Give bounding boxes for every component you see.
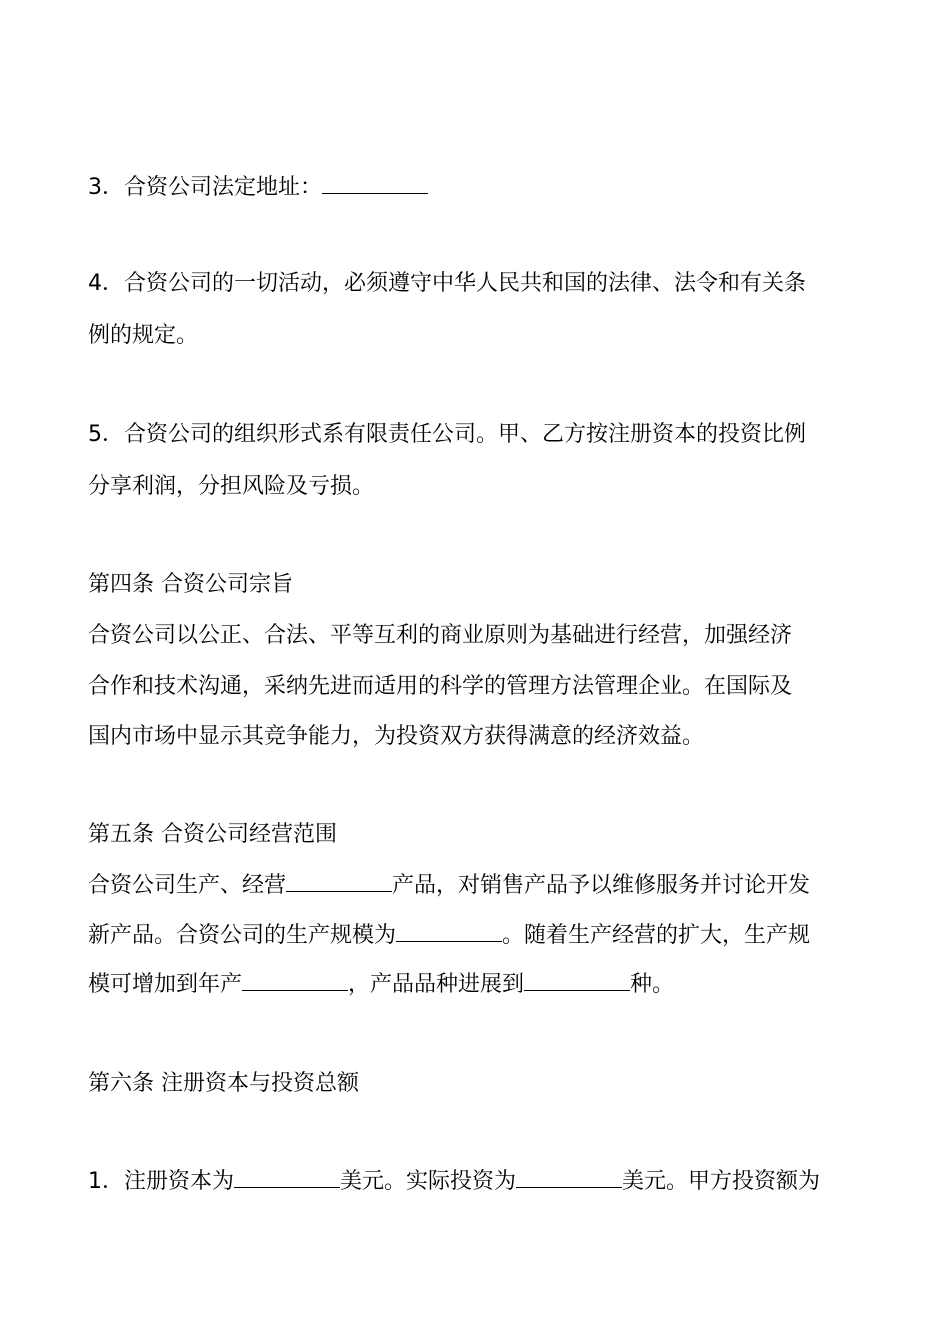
article-5-line-1-a: 合资公司生产、经营 [88,873,287,898]
item-5-line-2: 分享利润，分担风险及亏损。 [88,474,375,499]
article-6-item-1-a: 1．注册资本为 [88,1169,234,1194]
article-5-line-3 [88,970,878,998]
article-6-item-1 [88,1167,878,1195]
product-blank [286,871,392,892]
registered-capital-blank [234,1167,340,1188]
article-4-heading: 第四条 合资公司宗旨 [88,572,293,597]
article-5-line-3-c: 种。 [630,972,675,997]
actual-investment-blank [516,1167,622,1188]
item-4-line-2: 例的规定。 [88,323,199,348]
item-4-line-1: 4．合资公司的一切活动，必须遵守中华人民共和国的法律、法令和有关条 [88,271,806,296]
scale-blank [396,921,502,942]
product-variety-blank [524,970,630,991]
article-5-line-2 [88,921,878,949]
article-5-line-2-a: 新产品。合资公司的生产规模为 [88,923,397,948]
article-5-line-3-a: 模可增加到年产 [88,972,243,997]
address-blank [322,173,428,194]
article-4-line-3: 国内市场中显示其竞争能力，为投资双方获得满意的经济效益。 [88,724,705,749]
article-6-item-1-c: 美元。甲方投资额为 [622,1169,821,1194]
article-5-line-1-b: 产品，对销售产品予以维修服务并讨论开发 [392,873,811,898]
item-3-text: 3．合资公司法定地址： [88,175,322,200]
article-6-heading: 第六条 注册资本与投资总额 [88,1071,359,1096]
article-5-line-3-b: ，产品品种进展到 [348,972,525,997]
article-5-line-2-b: 。随着生产经营的扩大，生产规 [502,923,811,948]
article-4-line-1: 合资公司以公正、合法、平等互利的商业原则为基础进行经营，加强经济 [88,623,793,648]
item-3-line [88,173,878,201]
article-6-item-1-b: 美元。实际投资为 [340,1169,517,1194]
article-5-heading: 第五条 合资公司经营范围 [88,822,337,847]
article-5-line-1 [88,871,878,899]
article-4-line-2: 合作和技术沟通，采纳先进而适用的科学的管理方法管理企业。在国际及 [88,674,793,699]
annual-output-blank [242,970,348,991]
item-5-line-1: 5．合资公司的组织形式系有限责任公司。甲、乙方按注册资本的投资比例 [88,422,806,447]
